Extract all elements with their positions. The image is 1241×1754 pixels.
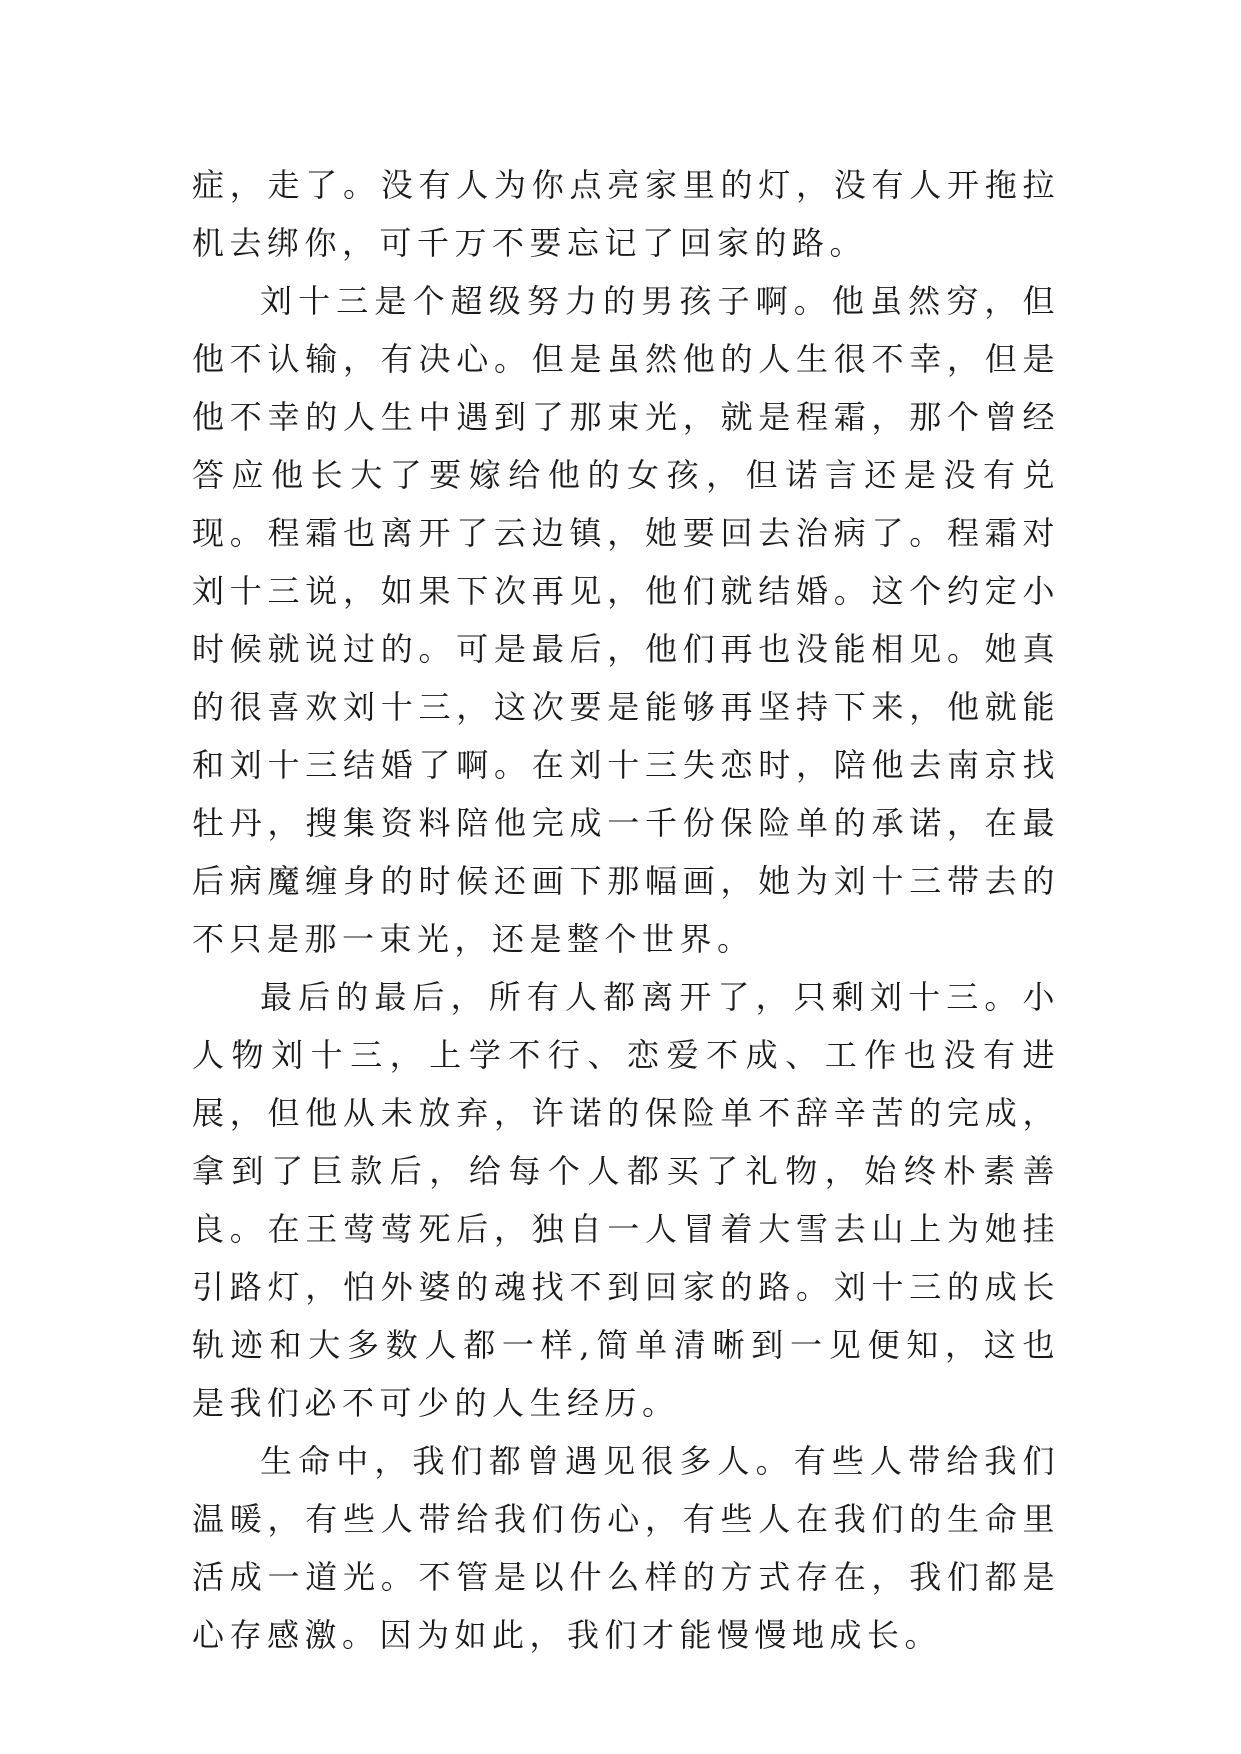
paragraph-liu-shisan-effort: 刘十三是个超级努力的男孩子啊。他虽然穷，但他不认输，有决心。但是虽然他的人生很不幸，但是他不幸的人生中遇到了那束光，就是程霜，那个曾经答应他长大了要嫁给他的女孩，但诺言还是没有兑现。程霜也离开了云边镇，她要回去治病了。程霜对刘十三说，如果下次再见，他们就结婚。这个约定小时候就说过的。可是最后，他们再也没能相见。她真的很喜欢刘十三，这次要是能够再坚持下来，他就能和刘十三结婚了啊。在刘十三失恋时，陪他去南京找牡丹，搜集资料陪他完成一千份保险单的承诺，在最后病魔缠身的时候还画下那幅画，她为刘十三带去的不只是那一束光，还是整个世界。 xyxy=(192,282,1060,958)
body-text xyxy=(192,156,1060,1664)
paragraph-continuation: 症，走了。没有人为你点亮家里的灯，没有人开拖拉机去绑你，可千万不要忘记了回家的路。 xyxy=(192,166,1060,262)
paragraph-last-of-all: 最后的最后，所有人都离开了，只剩刘十三。小人物刘十三，上学不行、恋爱不成、工作也没有进展，但他从未放弃，许诺的保险单不辞辛苦的完成，拿到了巨款后，给每个人都买了礼物，始终朴素善良。在王莺莺死后，独自一人冒着大雪去山上为她挂引路灯，怕外婆的魂找不到回家的路。刘十三的成长轨迹和大多数人都一样,简单清晰到一见便知，这也是我们必不可少的人生经历。 xyxy=(192,978,1060,1422)
paragraph-in-life: 生命中，我们都曾遇见很多人。有些人带给我们温暖，有些人带给我们伤心，有些人在我们的生命里活成一道光。不管是以什么样的方式存在，我们都是心存感激。因为如此，我们才能慢慢地成长。 xyxy=(192,1442,1060,1654)
